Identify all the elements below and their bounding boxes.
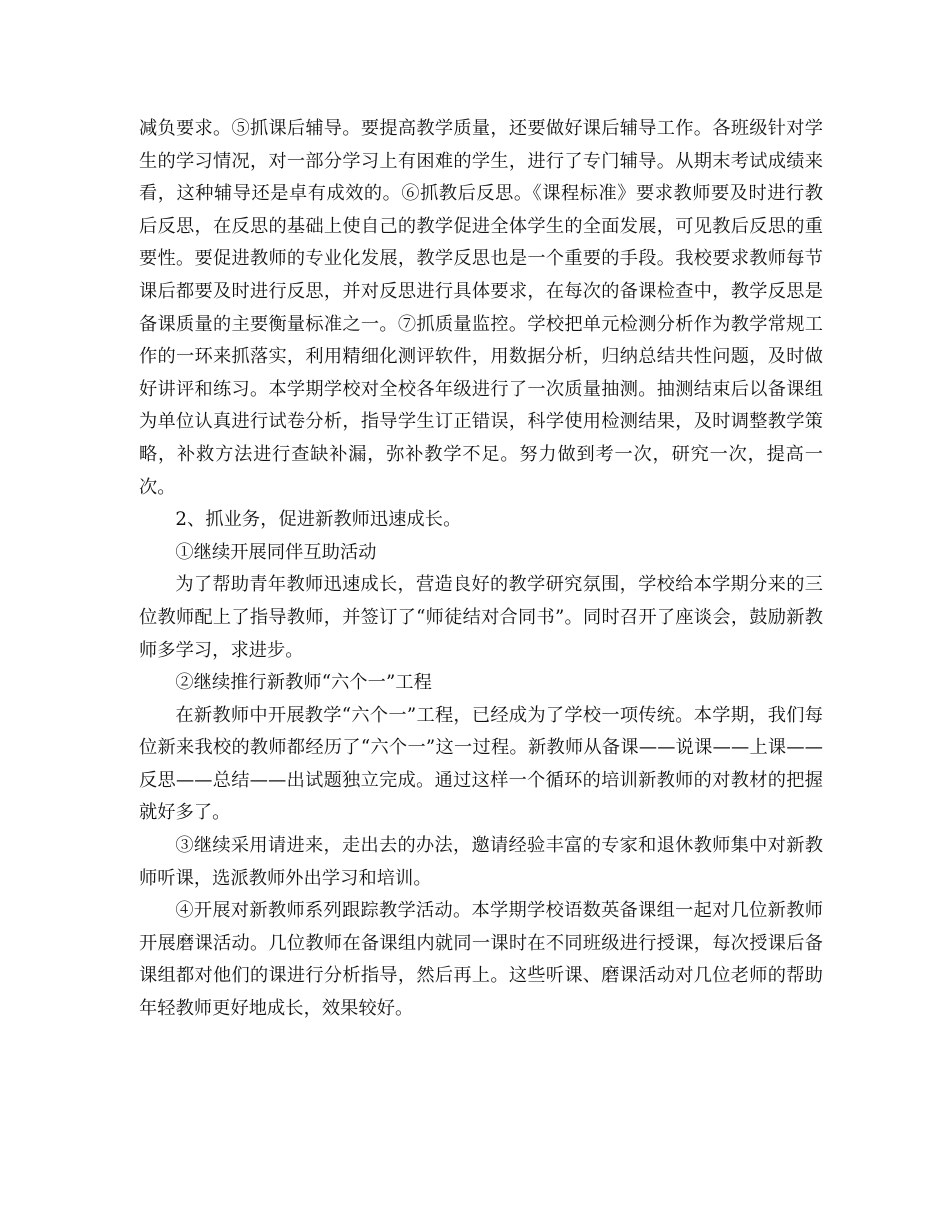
paragraph: ④开展对新教师系列跟踪教学活动。本学期学校语数英备课组一起对几位新教师开展磨课活动。几位教师在备课组内就同一课时在不同班级进行授课，每次授课后备课组都对他们的课进行分析指导，然后再上。这些听课、磨课活动对几位老师的帮助年轻教师更好地成长，效果较好。 — [139, 900, 823, 1020]
document-body — [139, 113, 823, 1026]
section-heading: 2、抓业务，促进新教师迅速成长。 — [175, 509, 462, 531]
paragraph: 在新教师中开展教学“六个一”工程，已经成为了学校一项传统。本学期，我们每位新来我校的教师都经历了“六个一”这一过程。新教师从备课——说课——上课——反思——总结——出试题独立完成。通过这样一个循环的培训新教师的对教材的把握就好多了。 — [139, 704, 823, 824]
paragraph: 为了帮助青年教师迅速成长，营造良好的教学研究氛围，学校给本学期分来的三位教师配上了指导教师，并签订了“师徒结对合同书”。同时召开了座谈会，鼓励新教师多学习，求进步。 — [139, 574, 823, 661]
paragraph: ③继续采用请进来，走出去的办法，邀请经验丰富的专家和退休教师集中对新教师听课，选派教师外出学习和培训。 — [139, 835, 823, 889]
paragraph-continuation: 减负要求。⑤抓课后辅导。要提高教学质量，还要做好课后辅导工作。各班级针对学生的学习情况，对一部分学习上有困难的学生，进行了专门辅导。从期末考试成绩来看，这种辅导还是卓有成效的。⑥抓教后反思。《课程标准》要求教师要及时进行教后反思，在反思的基础上使自己的教学促进全体学生的全面发展，可见教后反思的重要性。要促进教师的专业化发展，教学反思也是一个重要的手段。我校要求教师每节课后都要及时进行反思，并对反思进行具体要求，在每次的备课检查中，教学反思是备课质量的主要衡量标准之一。⑦抓质量监控。学校把单元检测分析作为教学常规工作的一环来抓落实，利用精细化测评软件，用数据分析，归纳总结共性问题，及时做好讲评和练习。本学期学校对全校各年级进行了一次质量抽测。抽测结束后以备课组为单位认真进行试卷分析，指导学生订正错误，科学使用检测结果，及时调整教学策略，补救方法进行查缺补漏，弥补教学不足。努力做到考一次，研究一次，提高一次。 — [139, 118, 823, 498]
subheading: ②继续推行新教师“六个一”工程 — [175, 672, 432, 694]
subheading: ①继续开展同伴互助活动 — [175, 541, 377, 563]
